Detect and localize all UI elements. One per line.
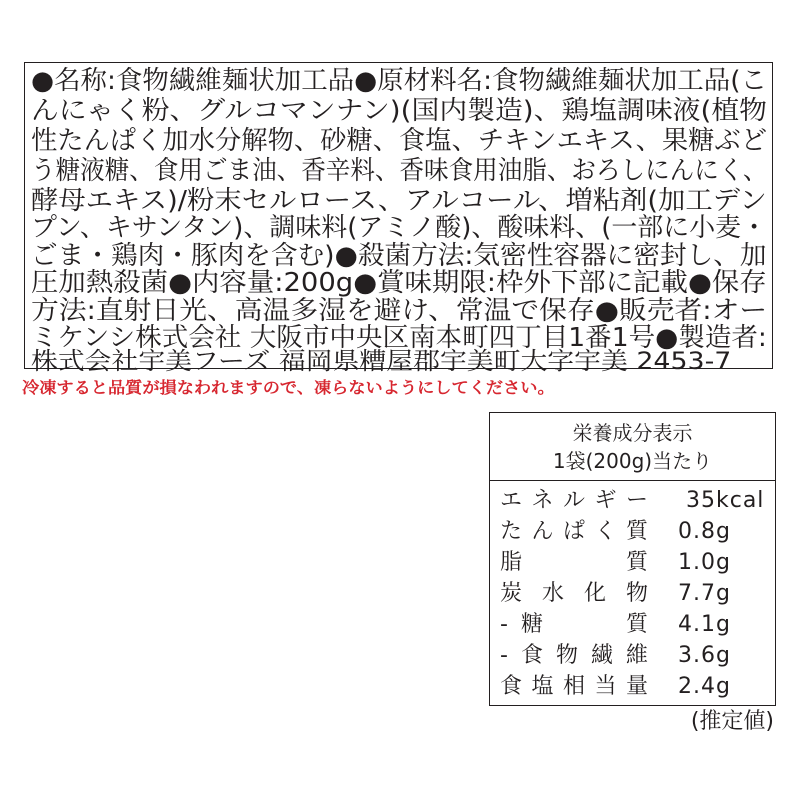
nutrition-value: 3.6g [678, 643, 731, 668]
nutrition-row [500, 547, 770, 578]
nutrition-label: エネルギー [500, 488, 658, 513]
ingredients-line: う糖液糖、食用ごま油、香辛料、香味食用油脂、おろしにんにく、 [31, 156, 768, 186]
nutrition-value: 4.1g [678, 612, 731, 637]
ingredients-line: プン、キサンタン)、調味料(アミノ酸)、酸味料、(一部に小麦・ [31, 213, 768, 243]
ingredients-line: ミケンシ株式会社 大阪市中央区南本町四丁目1番1号●製造者: [31, 323, 767, 353]
nutrition-label: 炭水化物 [500, 581, 668, 606]
nutrition-label: たんぱく質 [500, 519, 658, 544]
nutrition-row [500, 640, 770, 671]
nutrition-label: 食塩相当量 [500, 674, 658, 699]
nutrition-value: 0.8g [678, 519, 731, 544]
nutrition-row [500, 578, 770, 609]
nutrition-facts-box [489, 412, 776, 706]
nutrition-value: 2.4g [678, 674, 731, 699]
nutrition-value: 7.7g [678, 581, 731, 606]
ingredients-line: 性たんぱく加水分解物、砂糖、食塩、チキンエキス、果糖ぶど [31, 126, 768, 156]
nutrition-header [490, 413, 775, 481]
nutrition-serving: 1袋(200g)当たり [552, 449, 713, 473]
ingredients-line: 圧加熱殺菌●内容量:200g●賞味期限:枠外下部に記載●保存 [31, 268, 767, 298]
frozen-warning: 冷凍すると品質が損なわれますので、凍らないようにしてください。 [22, 378, 555, 397]
nutrition-title: 栄養成分表示 [572, 421, 693, 445]
nutrition-row [500, 609, 770, 640]
nutrition-row [500, 516, 770, 547]
nutrition-value: 35kcal [686, 488, 765, 513]
nutrition-label: -食物繊維 [500, 643, 661, 668]
ingredients-line: 酵母エキス)/粉末セルロース、アルコール、増粘剤(加工デン [31, 186, 767, 216]
ingredients-box [24, 62, 773, 375]
nutrition-label: 脂 質 [500, 550, 658, 575]
ingredients-line: んにゃく粉、グルコマンナン)(国内製造)、鶏塩調味液(植物 [31, 96, 767, 126]
nutrition-row [500, 485, 770, 516]
estimate-note: (推定値) [690, 709, 774, 734]
ingredients-line: 方法:直射日光、高温多湿を避け、常温で保存●販売者:オー [31, 296, 768, 326]
ingredients-line: 株式会社宇美フーズ 福岡県糟屋郡宇美町大字宇美 2453-7 [31, 347, 732, 375]
nutrition-value: 1.0g [678, 550, 731, 575]
ingredients-line: ●名称:食物繊維麺状加工品●原材料名:食物繊維麺状加工品(こ [31, 66, 768, 96]
nutrition-label: -糖 質 [500, 612, 661, 637]
nutrition-row [500, 671, 770, 702]
ingredients-line: ごま・鶏肉・豚肉を含む)●殺菌方法:気密性容器に密封し、加 [31, 241, 767, 271]
